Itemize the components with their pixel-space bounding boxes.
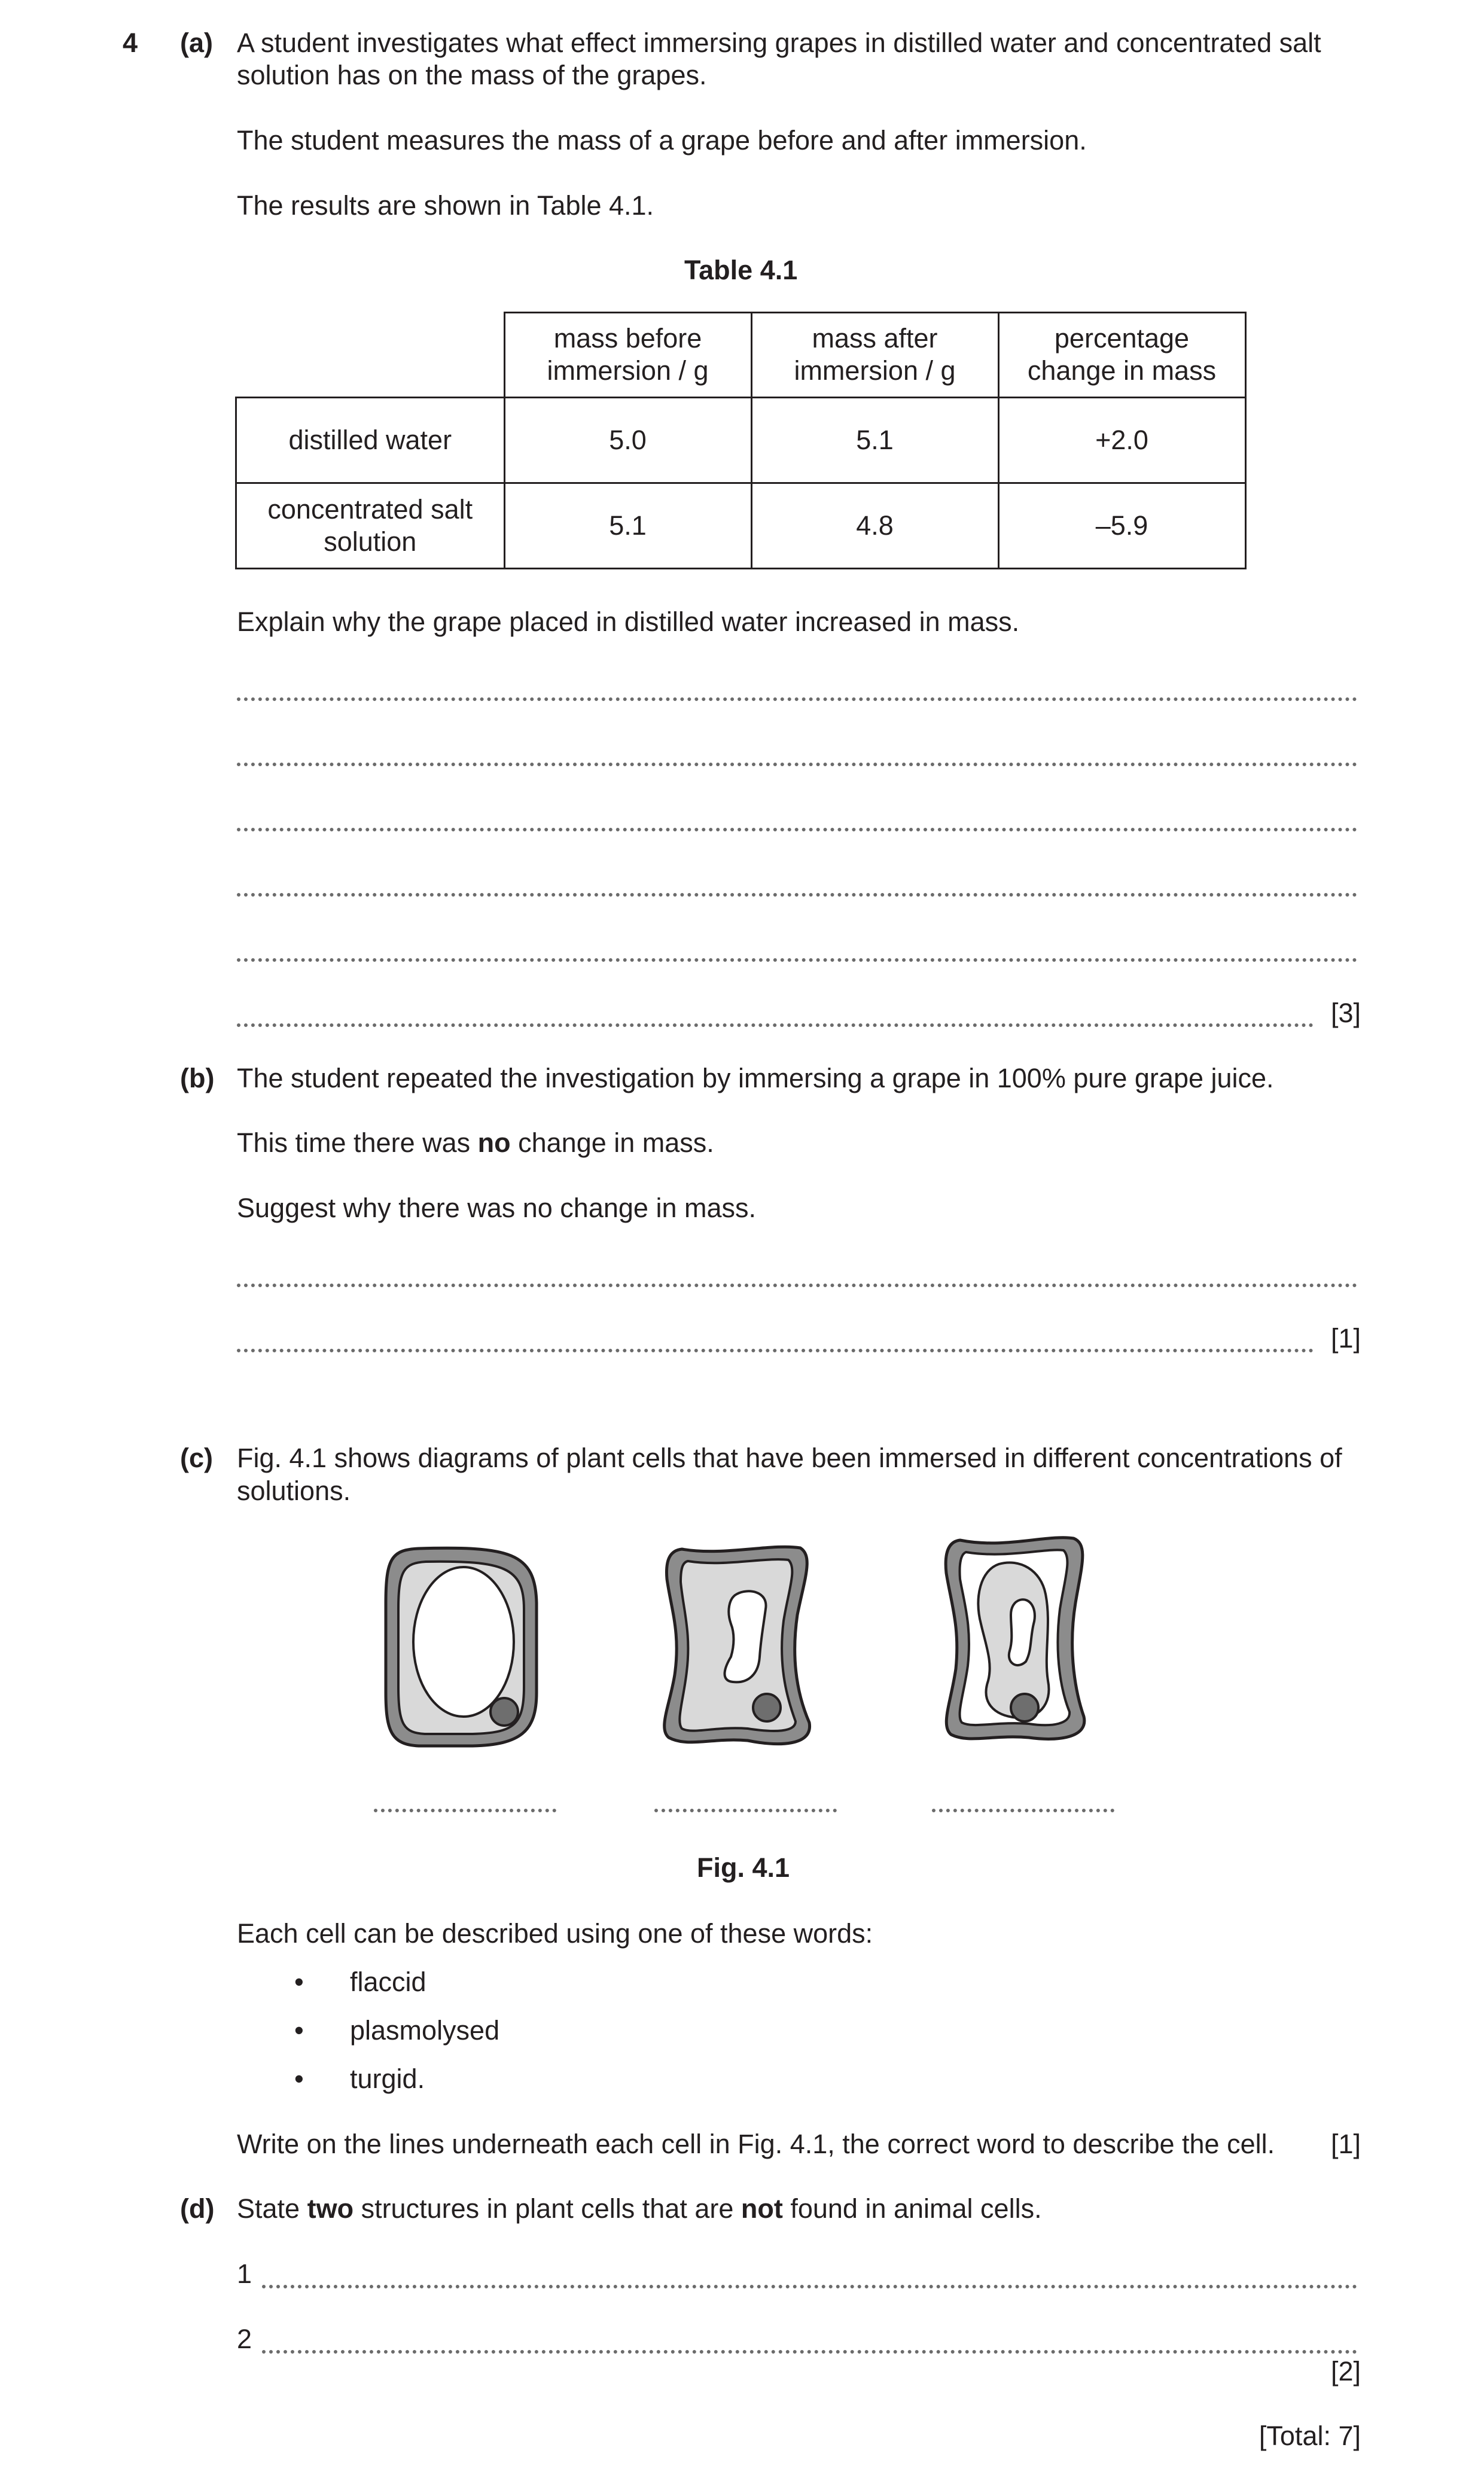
part-d-question <box>237 2193 1042 2225</box>
part-b-question: Suggest why there was no change in mass. <box>237 1193 756 1223</box>
total-marks: [Total: 7] <box>1258 2421 1361 2451</box>
cell-value: +2.0 <box>998 397 1245 483</box>
part-b-marks: [1] <box>1330 1323 1361 1354</box>
header-mass-before-line1: mass before <box>553 323 702 354</box>
cell-diagram-2 <box>665 1547 810 1744</box>
header-mass-after-line2: immersion / g <box>794 355 956 386</box>
cell-value: 5.0 <box>504 397 751 483</box>
cell-label-line-2[interactable] <box>654 1800 837 1812</box>
part-b-line1: The student repeated the investigation by immersing a grape in 100% pure grape juice. <box>237 1063 1274 1093</box>
cell-value: 5.1 <box>504 483 751 568</box>
part-b-label: (b) <box>180 1063 215 1093</box>
part-a-marks: [3] <box>1330 998 1361 1028</box>
row-label-text: distilled water <box>288 424 452 455</box>
part-a-intro-line2: solution has on the mass of the grapes. <box>237 60 707 90</box>
part-d-marks: [2] <box>1330 2356 1361 2386</box>
part-a-results-text: The results are shown in Table 4.1. <box>237 190 654 221</box>
answer-line-d2[interactable] <box>262 2342 1357 2354</box>
part-a-intro-line1: A student investigates what effect immersing grapes in distilled water and concentrated salt <box>237 28 1321 58</box>
answer-label-2: 2 <box>237 2324 252 2354</box>
part-c-label: (c) <box>180 1443 213 1473</box>
header-percentage-line2: change in mass <box>1027 355 1217 386</box>
figure-caption: Fig. 4.1 <box>697 1852 790 1883</box>
part-d-text-mid: structures in plant cells that are <box>354 2193 741 2224</box>
cell-value: 5.1 <box>751 397 998 483</box>
cell-diagram-1 <box>386 1548 537 1746</box>
bullet-icon: • <box>294 2064 304 2094</box>
answer-label-1: 1 <box>237 2258 252 2289</box>
row-label-text: solution <box>324 526 417 557</box>
row-label-text: concentrated salt <box>267 493 473 525</box>
part-c-intro-line1: Fig. 4.1 shows diagrams of plant cells that have been immersed in different concentrations of <box>237 1443 1342 1473</box>
word-option-1: flaccid <box>350 1967 426 1997</box>
part-a-label: (a) <box>180 28 213 58</box>
part-b-line2-post: change in mass. <box>510 1127 714 1158</box>
word-option-3: turgid. <box>350 2064 425 2094</box>
question-number: 4 <box>123 28 138 58</box>
part-c-intro-line2: solutions. <box>237 1476 351 1506</box>
part-b-line2-bold: no <box>477 1127 511 1158</box>
part-c-marks: [1] <box>1330 2129 1361 2159</box>
cell-value: –5.9 <box>998 483 1245 568</box>
part-d-bold-two: two <box>307 2193 354 2224</box>
part-d-text-post: found in animal cells. <box>782 2193 1042 2224</box>
part-d-text-pre: State <box>237 2193 307 2224</box>
header-mass-before-line2: immersion / g <box>547 355 709 386</box>
part-d-label: (d) <box>180 2193 215 2224</box>
cell-diagram-3 <box>946 1538 1084 1739</box>
part-d-bold-not: not <box>741 2193 783 2224</box>
words-intro: Each cell can be described using one of these words: <box>237 1918 873 1949</box>
part-c-instruction: Write on the lines underneath each cell in Fig. 4.1, the correct word to describe the cell. <box>237 2129 1275 2159</box>
part-a-measure-text: The student measures the mass of a grape before and after immersion. <box>237 125 1087 156</box>
header-percentage-line1: percentage <box>1054 323 1190 354</box>
bullet-icon: • <box>294 2015 304 2046</box>
header-mass-after-line1: mass after <box>812 323 938 354</box>
table-title: Table 4.1 <box>684 255 798 285</box>
cell-value: 4.8 <box>751 483 998 568</box>
word-option-2: plasmolysed <box>350 2015 500 2046</box>
answer-line-d1[interactable] <box>262 2276 1357 2288</box>
bullet-icon: • <box>294 1967 304 1997</box>
cell-label-line-1[interactable] <box>374 1800 556 1812</box>
part-b-line2-pre: This time there was <box>237 1127 478 1158</box>
cell-label-line-3[interactable] <box>932 1800 1114 1812</box>
part-a-question: Explain why the grape placed in distilled water increased in mass. <box>237 606 1020 637</box>
